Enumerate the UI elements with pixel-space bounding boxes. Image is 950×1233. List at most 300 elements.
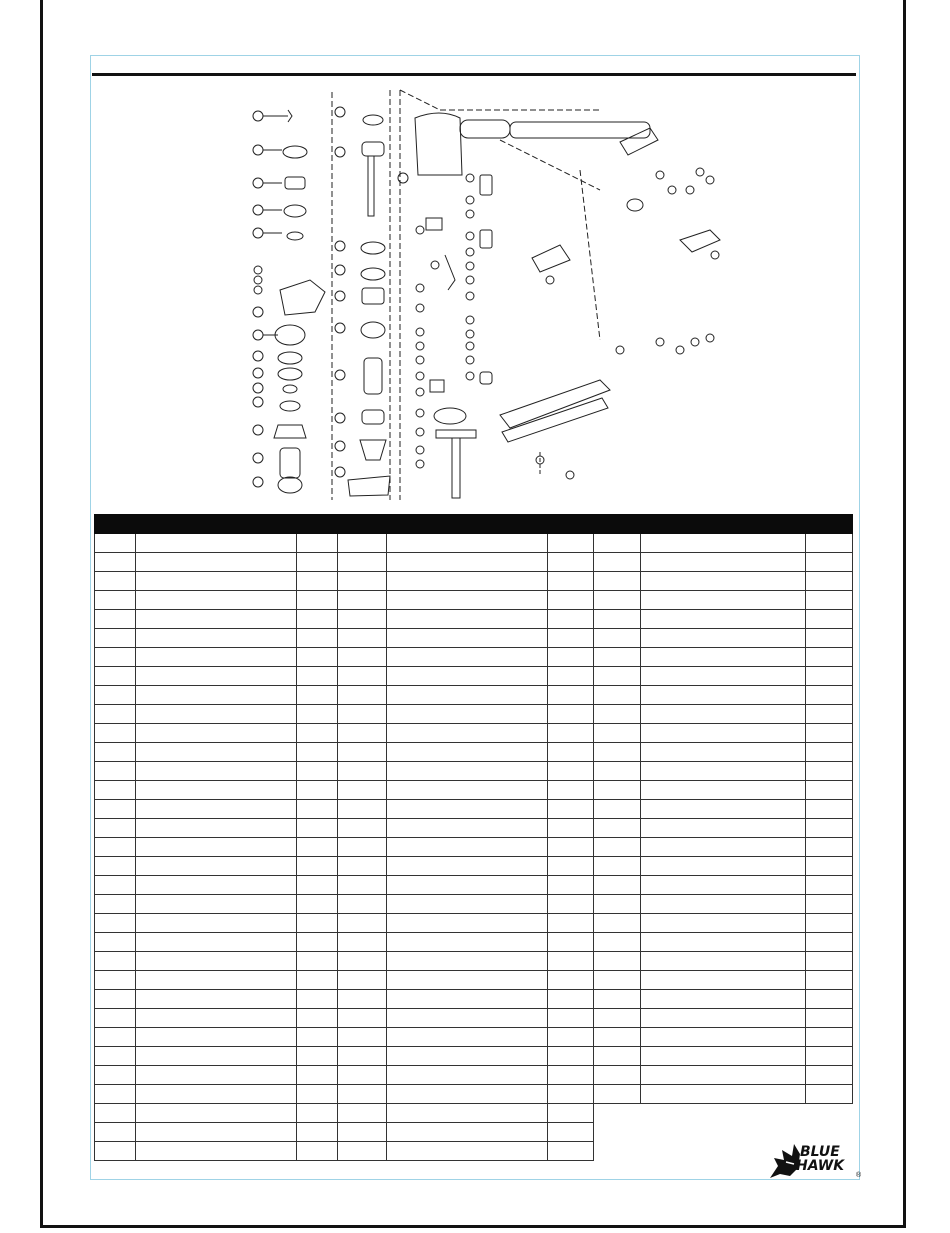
middle-part-column [335,107,390,496]
table-cell [338,781,387,800]
table-cell [338,1142,387,1161]
table-cell [136,1066,297,1085]
brand-logo-text [796,1144,845,1174]
table-cell [548,952,594,971]
table-cell [641,610,806,629]
table-cell [136,819,297,838]
table-cell [641,876,806,895]
table-row [95,686,853,705]
table-cell [548,553,594,572]
table-cell [297,591,338,610]
logo-line-2: HAWK [796,1158,845,1174]
table-cell [594,1142,641,1161]
parts-table-body [95,534,853,1161]
table-cell [548,724,594,743]
table-row [95,914,853,933]
table-cell [95,762,136,781]
table-cell [95,667,136,686]
table-row [95,629,853,648]
table-cell [806,1066,853,1085]
table-cell [387,1104,548,1123]
table-cell [136,743,297,762]
table-cell [297,800,338,819]
table-cell [136,914,297,933]
table-cell [806,1047,853,1066]
table-cell [95,895,136,914]
table-cell [136,895,297,914]
table-cell [338,1123,387,1142]
table-cell [136,1047,297,1066]
table-row [95,857,853,876]
table-cell [594,1123,641,1142]
table-cell [297,610,338,629]
table-row [95,819,853,838]
table-cell [806,553,853,572]
table-cell [641,1028,806,1047]
table-cell [594,743,641,762]
table-cell [641,743,806,762]
table-cell [594,648,641,667]
table-cell [136,990,297,1009]
table-cell [641,1066,806,1085]
table-cell [136,629,297,648]
table-cell [136,933,297,952]
table-cell [806,591,853,610]
table-cell [297,534,338,553]
table-cell [338,952,387,971]
table-cell [594,895,641,914]
table-cell [806,952,853,971]
table-cell [806,705,853,724]
table-cell [548,876,594,895]
table-cell [594,629,641,648]
table-cell [95,610,136,629]
table-cell [641,553,806,572]
table-cell [338,743,387,762]
table-cell [387,914,548,933]
header-description-3 [641,515,806,534]
table-cell [548,667,594,686]
header-qty-1 [297,515,338,534]
table-cell [338,990,387,1009]
table-cell [548,1142,594,1161]
table-cell [387,857,548,876]
table-cell [594,952,641,971]
table-cell [387,1085,548,1104]
table-cell [387,534,548,553]
table-cell [95,1085,136,1104]
table-row [95,705,853,724]
table-cell [338,572,387,591]
cylinder-body [398,113,650,183]
table-cell [136,876,297,895]
table-cell [387,1047,548,1066]
table-cell [806,838,853,857]
table-cell [387,1142,548,1161]
table-row [95,743,853,762]
table-cell [338,914,387,933]
table-cell [136,1104,297,1123]
table-cell [594,933,641,952]
table-cell [338,705,387,724]
table-cell [806,971,853,990]
table-row [95,648,853,667]
table-cell [136,781,297,800]
table-cell [387,990,548,1009]
table-cell [338,895,387,914]
table-cell [338,629,387,648]
table-cell [297,1009,338,1028]
table-row [95,990,853,1009]
table-cell [387,648,548,667]
table-row [95,895,853,914]
table-cell [297,724,338,743]
table-cell [641,990,806,1009]
table-cell [297,838,338,857]
table-cell [641,572,806,591]
table-cell [297,629,338,648]
table-row [95,553,853,572]
header-qty-2 [548,515,594,534]
table-cell [95,1142,136,1161]
table-cell [548,1066,594,1085]
table-cell [95,990,136,1009]
table-cell [548,781,594,800]
table-cell [95,572,136,591]
table-cell [806,800,853,819]
table-cell [95,914,136,933]
table-cell [594,971,641,990]
table-row [95,952,853,971]
table-cell [338,876,387,895]
table-cell [594,990,641,1009]
table-cell [548,1085,594,1104]
table-cell [594,914,641,933]
table-cell [338,762,387,781]
table-cell [387,724,548,743]
table-row [95,724,853,743]
table-cell [387,629,548,648]
table-cell [95,1047,136,1066]
table-cell [548,762,594,781]
table-cell [548,914,594,933]
table-cell [641,591,806,610]
table-cell [95,1066,136,1085]
table-cell [641,686,806,705]
table-cell [387,876,548,895]
table-row [95,800,853,819]
table-cell [387,1066,548,1085]
header-description-1 [136,515,297,534]
table-cell [338,1066,387,1085]
table-cell [297,553,338,572]
table-cell [548,743,594,762]
table-cell [95,534,136,553]
table-cell [338,1009,387,1028]
table-cell [806,1009,853,1028]
table-cell [136,572,297,591]
logo-line-1: BLUE [800,1144,840,1160]
table-cell [297,762,338,781]
table-cell [594,686,641,705]
table-row [95,1085,853,1104]
table-cell [136,800,297,819]
table-cell [641,762,806,781]
table-cell [297,971,338,990]
table-cell [548,591,594,610]
table-cell [95,857,136,876]
table-cell [95,724,136,743]
table-cell [548,705,594,724]
table-cell [338,1047,387,1066]
table-cell [297,1123,338,1142]
table-cell [95,1104,136,1123]
table-cell [338,1104,387,1123]
table-cell [594,1085,641,1104]
table-cell [641,724,806,743]
table-cell [641,667,806,686]
table-cell [136,1123,297,1142]
table-cell [297,914,338,933]
header-rule [92,73,856,76]
table-cell [338,933,387,952]
exploded-parts-diagram [240,80,760,510]
table-row [95,1142,853,1161]
table-cell [806,686,853,705]
table-cell [806,781,853,800]
table-cell [95,876,136,895]
table-cell [548,895,594,914]
table-cell [136,952,297,971]
table-cell [806,857,853,876]
table-cell [594,667,641,686]
table-row [95,610,853,629]
table-cell [387,838,548,857]
table-cell [594,553,641,572]
table-cell [387,800,548,819]
table-cell [548,686,594,705]
table-cell [95,648,136,667]
table-cell [806,629,853,648]
table-cell [806,743,853,762]
table-cell [338,838,387,857]
table-cell [806,895,853,914]
table-cell [548,819,594,838]
table-cell [641,914,806,933]
table-cell [297,857,338,876]
table-cell [387,591,548,610]
table-cell [387,610,548,629]
table-cell [338,724,387,743]
table-cell [338,648,387,667]
table-cell [641,629,806,648]
header-no-2 [338,515,387,534]
table-cell [338,610,387,629]
parts-table [94,514,853,1161]
table-cell [136,838,297,857]
table-cell [338,686,387,705]
table-cell [338,553,387,572]
table-cell [297,1085,338,1104]
table-cell [641,952,806,971]
table-cell [387,667,548,686]
table-cell [594,591,641,610]
table-cell [387,895,548,914]
header-no-1 [95,515,136,534]
table-cell [548,534,594,553]
table-cell [136,610,297,629]
table-cell [95,933,136,952]
table-cell [338,667,387,686]
table-cell [297,876,338,895]
header-description-2 [387,515,548,534]
table-cell [387,686,548,705]
table-cell [806,876,853,895]
table-cell [594,800,641,819]
table-cell [95,686,136,705]
table-cell [95,952,136,971]
table-cell [387,781,548,800]
table-cell [594,534,641,553]
table-cell [338,819,387,838]
table-cell [136,1009,297,1028]
table-cell [387,572,548,591]
table-cell [548,1123,594,1142]
table-cell [548,857,594,876]
table-cell [136,1028,297,1047]
table-cell [95,629,136,648]
table-cell [641,971,806,990]
table-cell [387,762,548,781]
table-cell [548,933,594,952]
table-cell [387,743,548,762]
table-header-row [95,515,853,534]
table-row [95,1104,853,1123]
table-cell [297,1066,338,1085]
table-cell [594,1104,641,1123]
table-cell [548,1009,594,1028]
table-cell [548,990,594,1009]
table-cell [641,838,806,857]
table-row [95,591,853,610]
table-cell [297,781,338,800]
table-cell [387,553,548,572]
table-cell [297,686,338,705]
table-cell [641,1085,806,1104]
table-cell [387,933,548,952]
table-row [95,667,853,686]
table-cell [136,553,297,572]
left-part-column [253,110,325,493]
table-cell [641,857,806,876]
table-cell [95,743,136,762]
table-cell [95,781,136,800]
table-row [95,876,853,895]
table-cell [297,933,338,952]
table-cell [297,1142,338,1161]
table-cell [136,534,297,553]
registered-mark: ® [856,1172,862,1179]
table-cell [297,648,338,667]
table-cell [594,762,641,781]
table-row [95,762,853,781]
table-cell [806,1085,853,1104]
table-cell [594,610,641,629]
table-cell [297,895,338,914]
table-cell [387,1009,548,1028]
table-row [95,1123,853,1142]
table-row [95,933,853,952]
table-cell [594,876,641,895]
table-row [95,1028,853,1047]
table-cell [95,971,136,990]
table-cell [548,648,594,667]
table-cell [136,971,297,990]
table-cell [95,1009,136,1028]
table-cell [387,971,548,990]
upper-right-parts [532,128,720,284]
table-row [95,781,853,800]
table-cell [594,724,641,743]
table-row [95,534,853,553]
table-cell [338,591,387,610]
table-cell [136,724,297,743]
table-cell [136,1142,297,1161]
table-cell [641,895,806,914]
table-cell [387,1123,548,1142]
table-row [95,1047,853,1066]
table-cell [641,534,806,553]
table-cell [338,534,387,553]
header-no-3 [594,515,641,534]
table-cell [594,781,641,800]
table-cell [95,819,136,838]
table-cell [641,1009,806,1028]
table-cell [806,819,853,838]
table-cell [297,743,338,762]
table-cell [641,800,806,819]
table-cell [297,990,338,1009]
table-cell [548,1028,594,1047]
table-cell [548,1047,594,1066]
table-cell [338,971,387,990]
table-row [95,971,853,990]
table-cell [338,1085,387,1104]
table-cell [136,591,297,610]
table-cell [594,1009,641,1028]
table-cell [594,1066,641,1085]
table-cell [548,838,594,857]
table-row [95,838,853,857]
table-cell [297,572,338,591]
table-cell [136,762,297,781]
table-cell [387,705,548,724]
table-cell [136,705,297,724]
table-cell [95,591,136,610]
table-cell [806,572,853,591]
table-cell [806,724,853,743]
table-cell [95,800,136,819]
table-cell [95,1123,136,1142]
table-cell [338,1028,387,1047]
table-cell [297,1047,338,1066]
table-cell [641,1104,806,1123]
table-cell [548,800,594,819]
table-cell [806,667,853,686]
table-cell [806,610,853,629]
table-cell [806,990,853,1009]
table-cell [806,1104,853,1123]
